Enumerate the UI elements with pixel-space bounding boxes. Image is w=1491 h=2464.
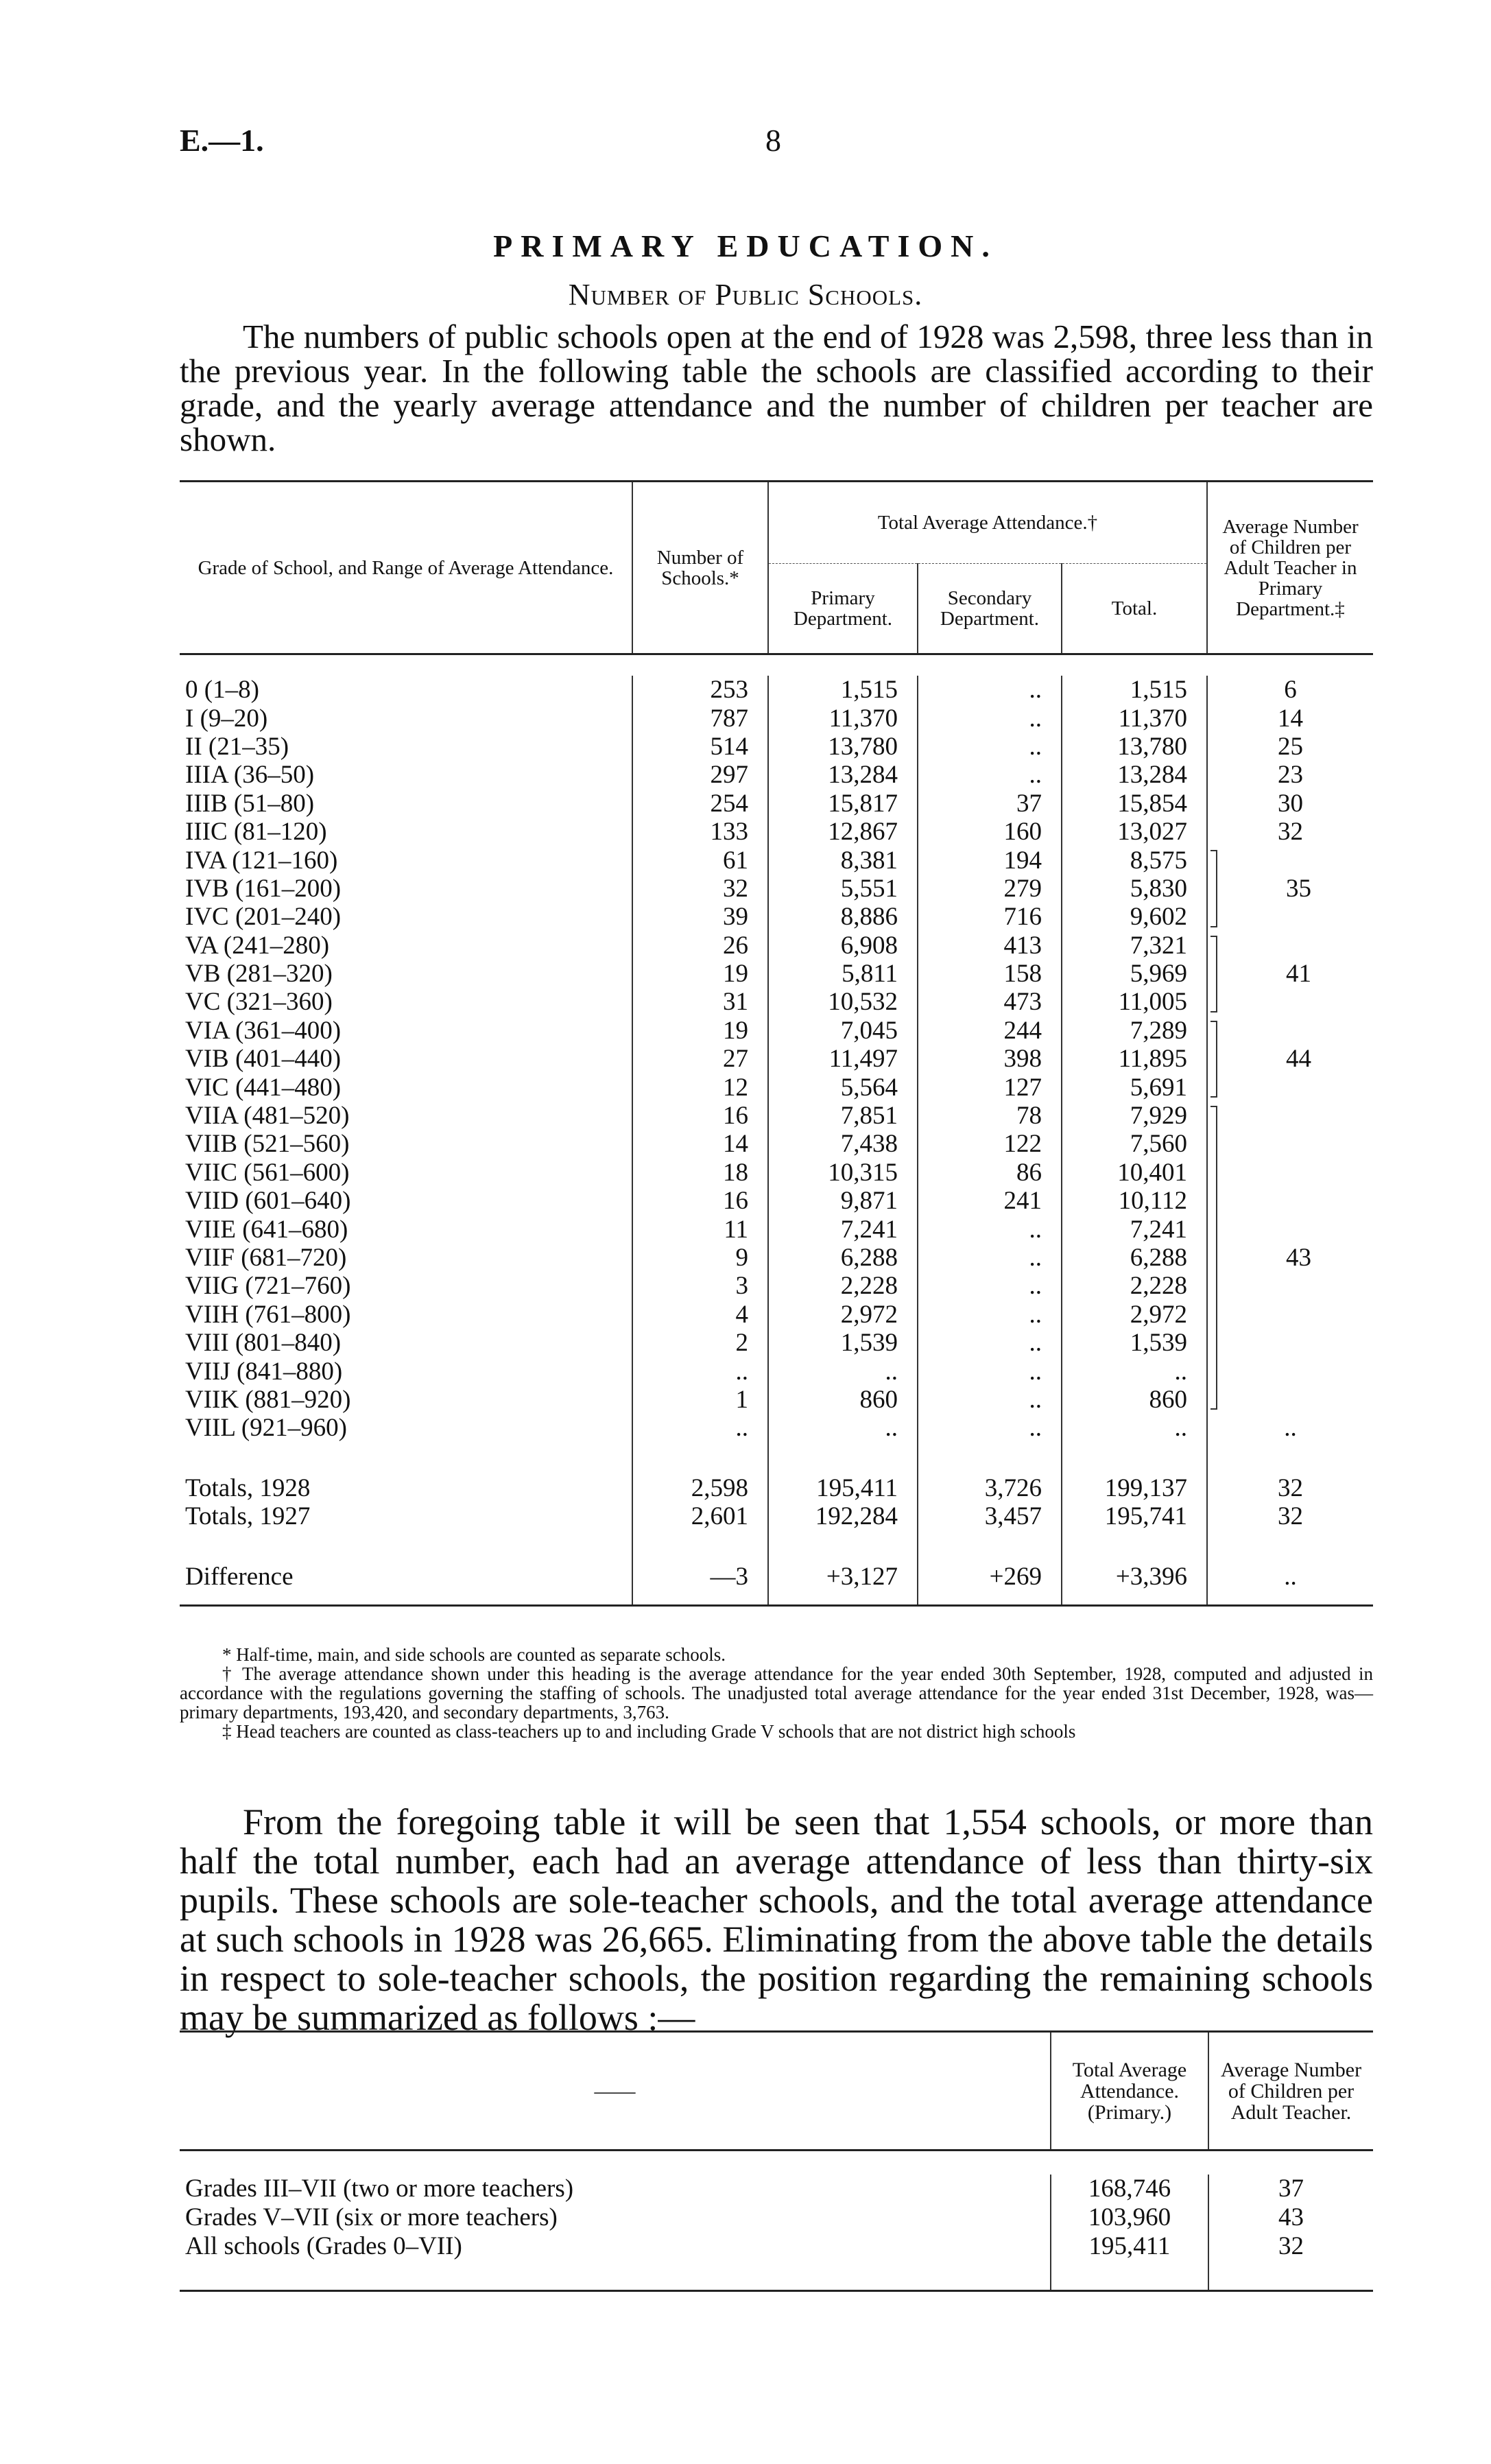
grade-header: Grade of School, and Range of Average Attendance. <box>198 556 614 579</box>
summary-average-cell: 43 <box>1208 2203 1373 2232</box>
grade-cell <box>180 1187 632 1215</box>
summary-row <box>180 2175 1373 2203</box>
schools-count-cell: 19 <box>632 1017 768 1045</box>
grade-label: VIID (601–640) <box>185 1187 351 1216</box>
primary-attendance-cell: 8,886 <box>768 903 918 931</box>
total-attendance-cell: 195,741 <box>1062 1502 1207 1530</box>
summary-average-cell: 37 <box>1208 2175 1373 2203</box>
primary-attendance-cell: 5,564 <box>768 1073 918 1101</box>
grade-label: VIIC (561–600) <box>185 1158 350 1187</box>
schools-count-cell: 2,598 <box>632 1474 768 1502</box>
summary-row <box>180 2203 1373 2232</box>
total-attendance-cell: 13,027 <box>1062 818 1207 846</box>
totals-row <box>180 1502 1373 1530</box>
secondary-attendance-cell: 244 <box>918 1017 1062 1045</box>
summary-total-header: Total Average Attendance. (Primary.) <box>1051 2032 1208 2151</box>
grade-cell <box>180 676 632 704</box>
totals-row <box>180 1474 1373 1502</box>
secondary-attendance-cell: 3,726 <box>918 1474 1062 1502</box>
schools-by-grade-table <box>180 480 1373 1607</box>
schools-count-cell: —3 <box>632 1562 768 1605</box>
average-children-cell: 25 <box>1207 733 1373 761</box>
grade-cell <box>180 1329 632 1357</box>
primary-attendance-cell: 13,284 <box>768 761 918 789</box>
table-row <box>180 761 1373 789</box>
schools-count-cell: 18 <box>632 1159 768 1187</box>
grade-label: VC (321–360) <box>185 988 333 1017</box>
grade-label: IIIB (51–80) <box>185 789 315 818</box>
grade-cell <box>180 846 632 874</box>
secondary-attendance-cell: .. <box>918 1244 1062 1272</box>
grade-label: VIIL (921–960) <box>185 1414 347 1443</box>
total-attendance-cell: 10,401 <box>1062 1159 1207 1187</box>
grade-label: VIIE (641–680) <box>185 1215 348 1244</box>
average-children-cell: .. <box>1207 1414 1373 1442</box>
table-row <box>180 1130 1373 1158</box>
grade-label: 0 (1–8) <box>185 676 259 704</box>
primary-attendance-cell: 8,381 <box>768 846 918 874</box>
grade-cell <box>180 1045 632 1073</box>
totals-label: Totals, 1928 <box>185 1473 311 1502</box>
secondary-attendance-cell: .. <box>918 1414 1062 1442</box>
table-row <box>180 818 1373 846</box>
grade-label: VIIH (761–800) <box>185 1300 351 1329</box>
secondary-attendance-cell: 279 <box>918 875 1062 903</box>
schools-count-cell: 253 <box>632 676 768 704</box>
grade-cell <box>180 704 632 732</box>
table-row <box>180 988 1373 1016</box>
grade-label: I (9–20) <box>185 704 268 733</box>
summary-total-cell: 103,960 <box>1051 2203 1208 2232</box>
grade-label: II (21–35) <box>185 732 289 761</box>
primary-attendance-cell: 11,370 <box>768 704 918 732</box>
primary-attendance-cell: 12,867 <box>768 818 918 846</box>
table-row <box>180 903 1373 931</box>
schools-count-cell: 16 <box>632 1102 768 1130</box>
table-row <box>180 676 1373 704</box>
secondary-attendance-cell: 160 <box>918 818 1062 846</box>
total-attendance-cell: 2,972 <box>1062 1301 1207 1329</box>
total-attendance-cell: 6,288 <box>1062 1244 1207 1272</box>
total-attendance-cell: 199,137 <box>1062 1474 1207 1502</box>
primary-attendance-cell: 10,532 <box>768 988 918 1016</box>
table-row <box>180 1386 1373 1414</box>
primary-attendance-cell: 860 <box>768 1386 918 1414</box>
primary-attendance-cell: 1,539 <box>768 1329 918 1357</box>
summary-row <box>180 2232 1373 2261</box>
secondary-attendance-cell: 127 <box>918 1073 1062 1101</box>
schools-count-cell: 2,601 <box>632 1502 768 1530</box>
schools-count-cell: 787 <box>632 704 768 732</box>
grade-cell <box>180 818 632 846</box>
table-row <box>180 1414 1373 1442</box>
table-row <box>180 733 1373 761</box>
primary-attendance-cell: 11,497 <box>768 1045 918 1073</box>
average-children-cell: .. <box>1207 1562 1373 1605</box>
primary-attendance-cell: 5,811 <box>768 960 918 988</box>
schools-count-cell: 27 <box>632 1045 768 1073</box>
secondary-attendance-cell: 716 <box>918 903 1062 931</box>
total-attendance-cell: 7,241 <box>1062 1215 1207 1243</box>
grade-label: VIIG (721–760) <box>185 1272 351 1301</box>
secondary-attendance-cell: 122 <box>918 1130 1062 1158</box>
schools-count-cell: 39 <box>632 903 768 931</box>
total-attendance-cell: 11,005 <box>1062 988 1207 1016</box>
secondary-attendance-cell: 78 <box>918 1102 1062 1130</box>
grade-cell <box>180 1073 632 1101</box>
secondary-attendance-cell: .. <box>918 1301 1062 1329</box>
grade-label: VIA (361–400) <box>185 1016 342 1045</box>
grouped-average-value: 35 <box>1286 874 1311 903</box>
table-row <box>180 1187 1373 1215</box>
table-row <box>180 1073 1373 1101</box>
document-reference: E.—1. <box>180 123 264 158</box>
primary-attendance-cell: 195,411 <box>768 1474 918 1502</box>
total-attendance-cell: 7,321 <box>1062 932 1207 960</box>
grade-cell <box>180 1272 632 1300</box>
grade-label: IVB (161–200) <box>185 874 342 903</box>
schools-count-cell: 3 <box>632 1272 768 1300</box>
total-attendance-cell: .. <box>1062 1357 1207 1385</box>
grade-cell <box>180 1102 632 1130</box>
primary-attendance-cell: .. <box>768 1414 918 1442</box>
primary-attendance-cell: 6,288 <box>768 1244 918 1272</box>
primary-attendance-cell: 7,851 <box>768 1102 918 1130</box>
total-attendance-cell: 1,539 <box>1062 1329 1207 1357</box>
grade-cell <box>180 1301 632 1329</box>
section-subtitle: Number of Public Schools. <box>568 278 923 311</box>
secondary-attendance-cell: .. <box>918 1386 1062 1414</box>
total-attendance-cell: 11,370 <box>1062 704 1207 732</box>
footnotes <box>180 1645 1373 1741</box>
schools-count-cell: 14 <box>632 1130 768 1158</box>
total-attendance-cell: 1,515 <box>1062 676 1207 704</box>
summary-paragraph: From the foregoing table it will be seen that 1,554 schools, or more than half the total number, each had an average attendance of less than thirty-six pupils. These schools are sole-teacher schools, and the total average attendance at such schools in 1928 was 26,665. Eliminating from the above table the details in respect to sole-teacher schools, the position regarding the remaining schools may be summarized as follows :— <box>180 1801 1373 2038</box>
total-attendance-cell: 860 <box>1062 1386 1207 1414</box>
grade-cell <box>180 733 632 761</box>
total-attendance-cell: 15,854 <box>1062 790 1207 818</box>
schools-count-cell: 4 <box>632 1301 768 1329</box>
grouped-average-value: 43 <box>1286 1244 1311 1272</box>
table-row <box>180 846 1373 874</box>
total-attendance-cell: .. <box>1062 1414 1207 1442</box>
grade-cell <box>180 875 632 903</box>
secondary-attendance-cell: 398 <box>918 1045 1062 1073</box>
table-row <box>180 1357 1373 1385</box>
grade-cell <box>180 761 632 789</box>
page-title: PRIMARY EDUCATION. <box>493 228 998 263</box>
intro-paragraph: The numbers of public schools open at the end of 1928 was 2,598, three less than in the previous year. In the following table the schools are classified according to their grade, and the yearly average attendance and the number of children per teacher are shown. <box>180 318 1373 458</box>
average-children-cell: 14 <box>1207 704 1373 732</box>
table-row <box>180 932 1373 960</box>
schools-count-cell: .. <box>632 1357 768 1385</box>
primary-attendance-cell: 2,972 <box>768 1301 918 1329</box>
table-row <box>180 1301 1373 1329</box>
total-attendance-cell: 13,780 <box>1062 733 1207 761</box>
summary-average-cell: 32 <box>1208 2232 1373 2261</box>
grade-label: VIIA (481–520) <box>185 1102 350 1130</box>
secondary-attendance-cell: .. <box>918 676 1062 704</box>
grade-cell <box>180 790 632 818</box>
secondary-attendance-cell: 3,457 <box>918 1502 1062 1530</box>
total-attendance-cell: 2,228 <box>1062 1272 1207 1300</box>
schools-count-cell: 9 <box>632 1244 768 1272</box>
number-of-schools-header: Number of Schools.* <box>632 482 768 654</box>
table-row <box>180 875 1373 903</box>
schools-count-cell: 11 <box>632 1215 768 1243</box>
page-number: 8 <box>765 123 781 158</box>
secondary-attendance-cell: 241 <box>918 1187 1062 1215</box>
footnote-double-dagger: ‡ Head teachers are counted as class-teachers up to and including Grade V schools that are not district high schools <box>222 1721 1076 1742</box>
table-row <box>180 1329 1373 1357</box>
schools-count-cell: 514 <box>632 733 768 761</box>
schools-count-cell: 133 <box>632 818 768 846</box>
total-attendance-cell: 9,602 <box>1062 903 1207 931</box>
grade-label: IVC (201–240) <box>185 903 342 932</box>
total-attendance-cell: 8,575 <box>1062 846 1207 874</box>
grouped-average-cell <box>1207 846 1373 931</box>
grade-cell <box>180 1017 632 1045</box>
grouped-average-cell <box>1207 1017 1373 1102</box>
summary-label-cell: Grades III–VII (two or more teachers) <box>185 2175 574 2203</box>
secondary-department-header: Secondary Department. <box>918 564 1062 654</box>
primary-department-header: Primary Department. <box>768 564 918 654</box>
summary-table <box>180 2030 1373 2292</box>
secondary-attendance-cell: .. <box>918 733 1062 761</box>
grade-cell <box>180 1386 632 1414</box>
grade-cell <box>180 988 632 1016</box>
schools-count-cell: 1 <box>632 1386 768 1414</box>
secondary-attendance-cell: +269 <box>918 1562 1062 1605</box>
bracket-icon <box>1210 1106 1217 1410</box>
grade-label: VIC (441–480) <box>185 1073 342 1102</box>
total-attendance-cell: 7,289 <box>1062 1017 1207 1045</box>
primary-attendance-cell: +3,127 <box>768 1562 918 1605</box>
primary-attendance-cell: 9,871 <box>768 1187 918 1215</box>
schools-count-cell: .. <box>632 1414 768 1442</box>
grade-cell <box>180 1414 632 1442</box>
grade-cell <box>180 1244 632 1272</box>
summary-average-header: Average Number of Children per Adult Teacher. <box>1208 2032 1373 2151</box>
total-attendance-cell: 5,691 <box>1062 1073 1207 1101</box>
average-children-header: Average Number of Children per Adult Teacher in Primary Department.‡ <box>1207 482 1373 654</box>
secondary-attendance-cell: .. <box>918 1329 1062 1357</box>
table-row <box>180 1215 1373 1243</box>
average-children-cell: 32 <box>1207 818 1373 846</box>
totals-label: Totals, 1927 <box>185 1502 311 1531</box>
primary-attendance-cell: 2,228 <box>768 1272 918 1300</box>
primary-attendance-cell: .. <box>768 1357 918 1385</box>
secondary-attendance-cell: 194 <box>918 846 1062 874</box>
secondary-attendance-cell: 86 <box>918 1159 1062 1187</box>
bracket-icon <box>1210 1021 1217 1098</box>
average-children-cell: 30 <box>1207 790 1373 818</box>
table-row <box>180 1102 1373 1130</box>
summary-label-cell: All schools (Grades 0–VII) <box>185 2232 462 2260</box>
bracket-icon <box>1210 850 1217 927</box>
total-header: Total. <box>1062 564 1207 654</box>
table-row <box>180 704 1373 732</box>
table-row <box>180 1017 1373 1045</box>
total-attendance-cell: 11,895 <box>1062 1045 1207 1073</box>
total-attendance-cell: 5,969 <box>1062 960 1207 988</box>
bracket-icon <box>1210 936 1217 1012</box>
grouped-average-cell <box>1207 932 1373 1017</box>
secondary-attendance-cell: 158 <box>918 960 1062 988</box>
schools-count-cell: 31 <box>632 988 768 1016</box>
grade-label: IIIC (81–120) <box>185 818 327 846</box>
average-children-cell: 6 <box>1207 676 1373 704</box>
summary-total-cell: 168,746 <box>1051 2175 1208 2203</box>
difference-label: Difference <box>185 1562 294 1591</box>
total-attendance-header: Total Average Attendance.† <box>768 482 1207 564</box>
primary-attendance-cell: 10,315 <box>768 1159 918 1187</box>
footnote-asterisk: * Half-time, main, and side schools are counted as separate schools. <box>222 1644 726 1665</box>
table-row <box>180 1045 1373 1073</box>
table-row <box>180 1272 1373 1300</box>
grouped-average-value: 41 <box>1286 960 1311 988</box>
primary-attendance-cell: 13,780 <box>768 733 918 761</box>
average-children-cell: 23 <box>1207 761 1373 789</box>
grade-cell <box>180 1159 632 1187</box>
summary-blank-header: —— <box>594 2079 636 2102</box>
table-row <box>180 1159 1373 1187</box>
secondary-attendance-cell: 413 <box>918 932 1062 960</box>
primary-attendance-cell: 1,515 <box>768 676 918 704</box>
grade-label: VA (241–280) <box>185 931 330 960</box>
secondary-attendance-cell: .. <box>918 1215 1062 1243</box>
secondary-attendance-cell: .. <box>918 1357 1062 1385</box>
schools-count-cell: 2 <box>632 1329 768 1357</box>
grade-cell <box>180 932 632 960</box>
grouped-average-cell <box>1207 1102 1373 1414</box>
grade-label: VIIF (681–720) <box>185 1244 347 1272</box>
secondary-attendance-cell: .. <box>918 761 1062 789</box>
grade-cell <box>180 1215 632 1243</box>
primary-attendance-cell: 5,551 <box>768 875 918 903</box>
total-attendance-cell: 13,284 <box>1062 761 1207 789</box>
total-attendance-cell: 5,830 <box>1062 875 1207 903</box>
grade-label: VIIK (881–920) <box>185 1385 351 1414</box>
table-row <box>180 790 1373 818</box>
average-children-cell: 32 <box>1207 1474 1373 1502</box>
primary-attendance-cell: 192,284 <box>768 1502 918 1530</box>
grade-label: VIB (401–440) <box>185 1045 342 1074</box>
schools-count-cell: 16 <box>632 1187 768 1215</box>
grade-label: VIIB (521–560) <box>185 1130 350 1159</box>
total-attendance-cell: +3,396 <box>1062 1562 1207 1605</box>
total-attendance-cell: 10,112 <box>1062 1187 1207 1215</box>
schools-count-cell: 61 <box>632 846 768 874</box>
schools-count-cell: 254 <box>632 790 768 818</box>
grade-cell <box>180 960 632 988</box>
primary-attendance-cell: 7,045 <box>768 1017 918 1045</box>
grade-cell <box>180 1130 632 1158</box>
grade-label: IVA (121–160) <box>185 846 338 875</box>
schools-count-cell: 297 <box>632 761 768 789</box>
grade-cell <box>180 903 632 931</box>
difference-row <box>180 1562 1373 1605</box>
primary-attendance-cell: 15,817 <box>768 790 918 818</box>
footnote-dagger: † The average attendance shown under this heading is the average attendance for the year ended 30th September, 1928, computed and adjusted in accordance with the regulations governing the staffing of schools. The unadjusted total average attendance for the year ended 31st December, 1928, was—primary departments, 193,420, and secondary departments, 3,763. <box>180 1663 1373 1722</box>
average-children-cell: 32 <box>1207 1502 1373 1530</box>
grade-label: VIII (801–840) <box>185 1329 342 1358</box>
primary-attendance-cell: 6,908 <box>768 932 918 960</box>
primary-attendance-cell: 7,438 <box>768 1130 918 1158</box>
summary-label-cell: Grades V–VII (six or more teachers) <box>185 2203 558 2231</box>
grade-label: VB (281–320) <box>185 960 333 988</box>
table-row <box>180 960 1373 988</box>
secondary-attendance-cell: 37 <box>918 790 1062 818</box>
grade-label: IIIA (36–50) <box>185 761 315 790</box>
total-attendance-cell: 7,560 <box>1062 1130 1207 1158</box>
grade-cell <box>180 1357 632 1385</box>
grouped-average-value: 44 <box>1286 1045 1311 1074</box>
secondary-attendance-cell: .. <box>918 704 1062 732</box>
schools-count-cell: 32 <box>632 875 768 903</box>
summary-total-cell: 195,411 <box>1051 2232 1208 2261</box>
secondary-attendance-cell: .. <box>918 1272 1062 1300</box>
schools-count-cell: 19 <box>632 960 768 988</box>
primary-attendance-cell: 7,241 <box>768 1215 918 1243</box>
schools-count-cell: 12 <box>632 1073 768 1101</box>
total-attendance-cell: 7,929 <box>1062 1102 1207 1130</box>
secondary-attendance-cell: 473 <box>918 988 1062 1016</box>
grade-label: VIIJ (841–880) <box>185 1357 343 1386</box>
schools-count-cell: 26 <box>632 932 768 960</box>
table-row <box>180 1244 1373 1272</box>
